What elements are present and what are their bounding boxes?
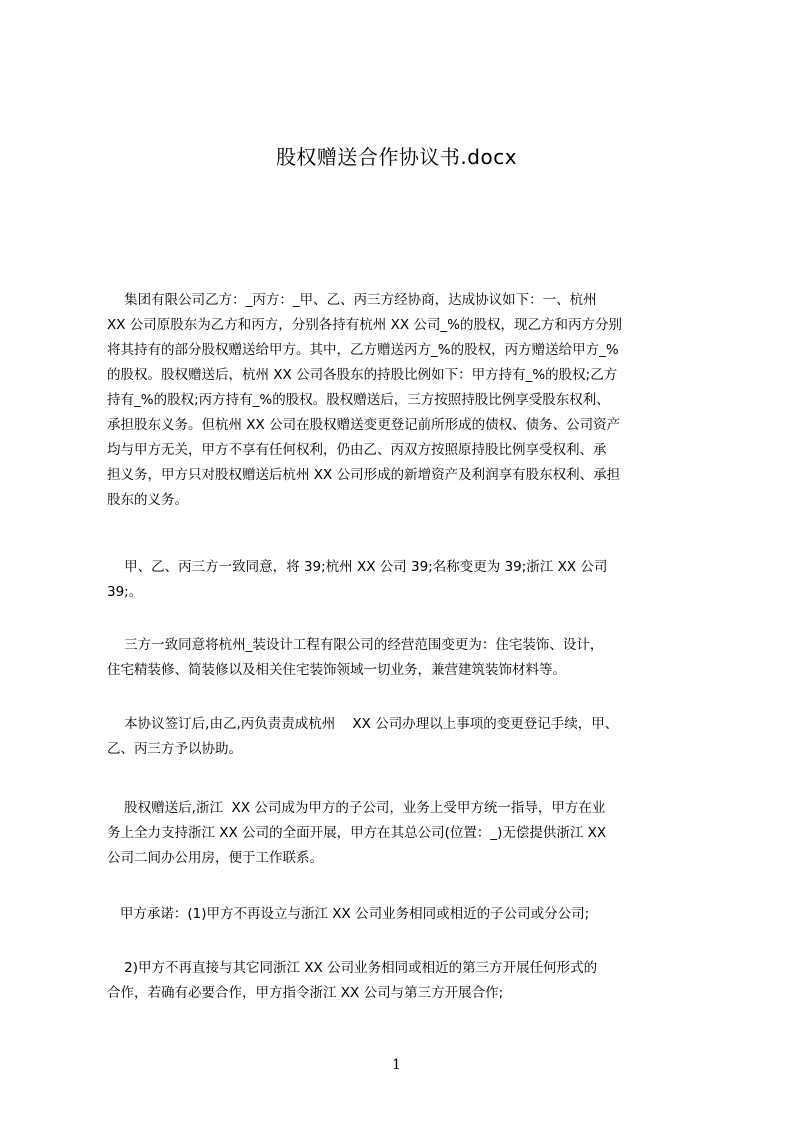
text-line: 均与甲方无关，甲方不享有任何权利，仍由乙、丙双方按照原持股比例享受权利、承: [107, 442, 607, 458]
paragraph-name-change: [107, 555, 707, 605]
text-line: 务上全力支持浙江 XX 公司的全面开展，甲方在其总公司(位置：_)无偿提供浙江 XX: [107, 825, 607, 841]
text-line: 甲、乙、丙三方一致同意，将 39;杭州 XX 公司 39;名称变更为 39;浙江 XX 公司: [107, 559, 608, 575]
text-line: 将其持有的部分股权赠送给甲方。其中，乙方赠送丙方_%的股权，丙方赠送给甲方_%: [107, 342, 619, 358]
paragraph-commitment-1: [107, 902, 707, 927]
text-line: 的股权。股权赠送后，杭州 XX 公司各股东的持股比例如下：甲方持有_%的股权;乙方: [107, 367, 618, 383]
text-line: 股东的义务。: [107, 492, 188, 508]
text-line: 持有_%的股权;丙方持有_%的股权。股权赠送后，三方按照持股比例享受股东权利、: [107, 392, 610, 408]
text-line: XX 公司原股东为乙方和丙方，分别各持有杭州 XX 公司_%的股权，现乙方和丙方分别: [107, 317, 622, 333]
paragraph-registration: [107, 712, 707, 762]
text-line: 担义务，甲方只对股权赠送后杭州 XX 公司形成的新增资产及利润享有股东权利、承担: [107, 467, 621, 483]
paragraph-agreement-terms: [107, 288, 707, 513]
text-line: 三方一致同意将杭州_装设计工程有限公司的经营范围变更为：住宅装饰、设计，: [107, 637, 604, 653]
text-line: 本协议签订后,由乙,丙负责责成杭州 XX 公司办理以上事项的变更登记手续，甲、: [107, 716, 619, 732]
text-line: 承担股东义务。但杭州 XX 公司在股权赠送变更登记前所形成的债权、债务、公司资产: [107, 417, 621, 433]
text-line: 乙、丙三方予以协助。: [107, 741, 242, 757]
text-line: 住宅精装修、简装修以及相关住宅装饰领域一切业务，兼营建筑装饰材料等。: [107, 662, 566, 678]
document-title: 股权赠送合作协议书.docx: [275, 145, 518, 169]
text-line: 甲方承诺：(1)甲方不再设立与浙江 XX 公司业务相同或相近的子公司或分公司;: [107, 906, 590, 922]
text-line: 39;。: [107, 584, 143, 600]
text-line: 集团有限公司乙方：_丙方：_甲、乙、丙三方经协商，达成协议如下：一、杭州: [107, 292, 597, 308]
paragraph-business-scope: [107, 633, 707, 683]
paragraph-subsidiary: [107, 796, 707, 871]
text-line: 公司二间办公用房，便于工作联系。: [107, 850, 323, 866]
paragraph-commitment-2: [107, 956, 707, 1006]
text-line: 合作，若确有必要合作，甲方指令浙江 XX 公司与第三方开展合作;: [107, 985, 504, 1001]
text-line: 2)甲方不再直接与其它同浙江 XX 公司业务相同或相近的第三方开展任何形式的: [107, 960, 598, 976]
page-number: 1: [392, 1057, 401, 1073]
text-line: 股权赠送后,浙江 XX 公司成为甲方的子公司，业务上受甲方统一指导，甲方在业: [107, 800, 606, 816]
